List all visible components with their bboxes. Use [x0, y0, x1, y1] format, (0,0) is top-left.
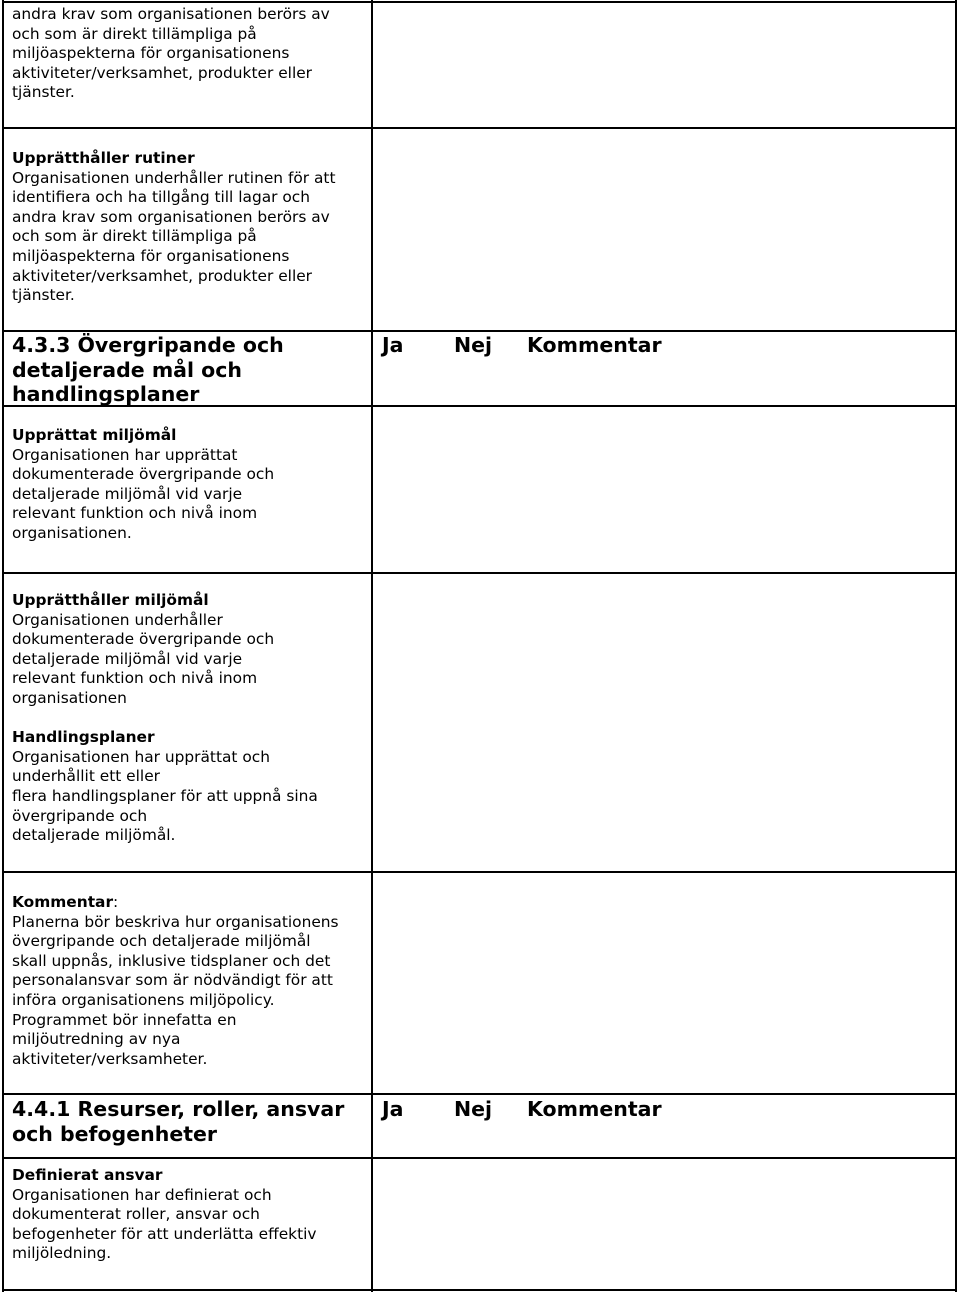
column-header-nej: Nej — [454, 1097, 493, 1121]
requirement-text: Organisationen har definierat och dokumenterat roller, ansvar och befogenheter för att underlätta effektiv miljöledning. — [12, 1185, 317, 1263]
row-divider — [2, 871, 957, 873]
requirement-cell — [12, 149, 367, 306]
requirement-title: Definierat ansvar — [12, 1166, 163, 1184]
requirement-text: Organisationen underhåller rutinen för att identifiera och ha tillgång till lagar och andra krav som organisationen berörs av och som är direkt tillämpliga på miljöaspekterna för organisationens aktiviteter/verksamhet, produkter eller tjänster. — [12, 168, 336, 305]
requirement-text: Organisationen underhåller dokumenterade övergripande och detaljerade miljömål vid varje relevant funktion och nivå inom organisationen — [12, 610, 275, 707]
requirement-text: andra krav som organisationen berörs av och som är direkt tillämpliga på miljöaspekterna för organisationens aktiviteter/verksamhet, produkter eller tjänster. — [12, 5, 330, 102]
comment-text: Planerna bör beskriva hur organisationens övergripande och detaljerade miljömål skall uppnås, inklusive tidsplaner och det personalansvar som är nödvändigt för att införa organisationens miljöpolicy. Programmet bör innefatta en miljöutredning av nya aktiviteter/verksamheter. — [12, 912, 339, 1068]
row-divider — [2, 127, 957, 129]
table-right-border — [955, 0, 957, 1292]
comment-title: Kommentar — [12, 893, 114, 911]
requirement-cell — [12, 1166, 367, 1264]
table-column-divider — [371, 0, 373, 1292]
requirement-text: Organisationen har upprättat dokumenterade övergripande och detaljerade miljömål vid varje relevant funktion och nivå inom organisationen. — [12, 445, 275, 542]
requirement-cell — [12, 5, 367, 103]
row-divider — [2, 572, 957, 574]
row-divider — [2, 1157, 957, 1159]
comment-heading — [12, 893, 367, 913]
requirement-cell — [12, 591, 367, 846]
requirement-cell — [12, 426, 367, 544]
row-divider — [2, 1093, 957, 1095]
table-top-border — [2, 1, 957, 3]
requirement-text: Organisationen har upprättat och underhållit ett eller flera handlingsplaner för att uppnå sina övergripande och detaljerade miljömål. — [12, 747, 318, 845]
column-header-nej: Nej — [454, 333, 493, 357]
comment-cell — [12, 893, 367, 1069]
section-heading: 4.4.1 Resurser, roller, ansvar och befogenheter — [12, 1097, 345, 1146]
column-header-kommentar: Kommentar — [527, 1097, 662, 1121]
column-header-kommentar: Kommentar — [527, 333, 662, 357]
column-header-ja: Ja — [382, 333, 404, 357]
requirement-title: Upprätthåller rutiner — [12, 149, 195, 167]
requirement-title: Upprätthåller miljömål — [12, 591, 209, 609]
column-header-ja: Ja — [382, 1097, 404, 1121]
comment-colon: : — [113, 893, 119, 911]
requirement-title: Upprättat miljömål — [12, 426, 177, 444]
row-divider — [2, 330, 957, 332]
requirement-title: Handlingsplaner — [12, 728, 155, 747]
section-heading: 4.3.3 Övergripande och detaljerade mål och handlingsplaner — [12, 333, 284, 406]
table-bottom-border — [2, 1289, 957, 1291]
table-left-border — [2, 0, 4, 1292]
